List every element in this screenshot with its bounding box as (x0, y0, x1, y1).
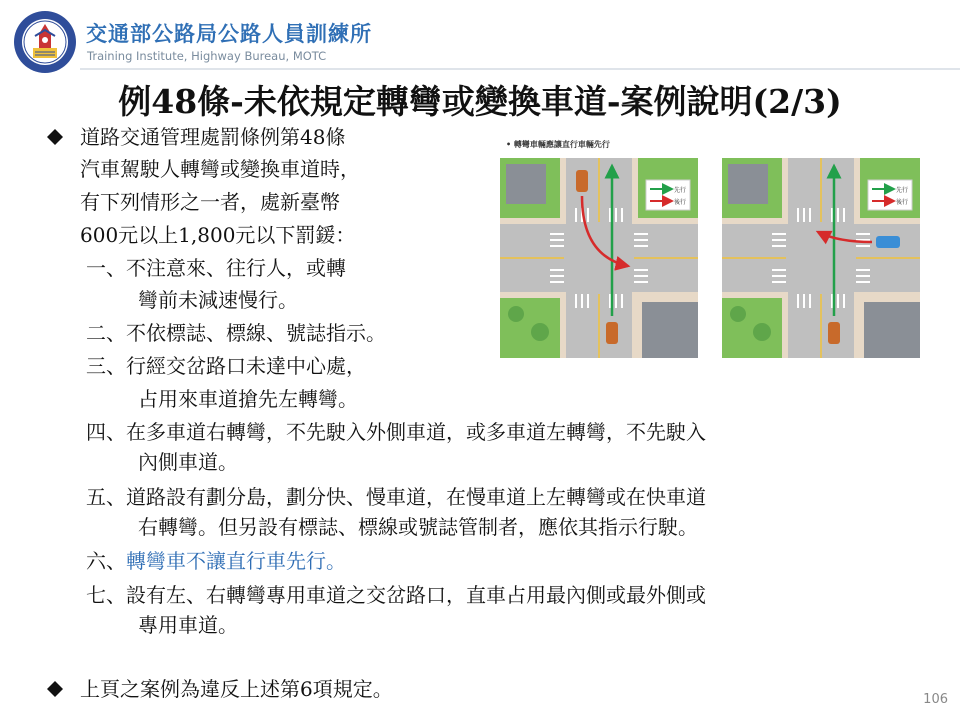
institute-logo-icon (13, 10, 77, 74)
figure-caption: • 轉彎車輛應讓直行車輛先行 (506, 140, 610, 149)
header-divider (80, 68, 960, 70)
list-item: 四、在多車道右轉彎，不先駛入外側車道，或多車道左轉彎，不先駛入 (86, 420, 706, 444)
header (0, 0, 960, 80)
list-item-continuation: 專用車道。 (138, 613, 238, 637)
legend-second-label: 後行 (896, 199, 909, 206)
diamond-bullet-icon (46, 128, 64, 146)
list-item-continuation: 占用來車道搶先左轉彎。 (138, 387, 358, 411)
intersection-panel-right (722, 158, 920, 358)
highlighted-rule-text: 轉彎車不讓直行車先行。 (126, 549, 346, 573)
intro-line: 600元以上1,800元以下罰鍰： (80, 223, 356, 247)
intro-line: 汽車駕駛人轉彎或變換車道時， (80, 157, 360, 181)
conclusion-text: 上頁之案例為違反上述第6項規定。 (80, 677, 393, 701)
slide-title: 例48條-未依規定轉彎或變換車道-案例說明(2/3) (118, 82, 842, 121)
intersection-panel-left (500, 158, 698, 358)
car-icon (876, 236, 900, 248)
organization-english-name: Training Institute, Highway Bureau, MOTC (87, 49, 327, 63)
legend-first-label: 先行 (674, 187, 687, 194)
intro-line: 道路交通管理處罰條例第48條 (80, 125, 346, 149)
car-icon (576, 170, 588, 192)
list-item: 五、道路設有劃分島，劃分快、慢車道，在慢車道上左轉彎或在快車道 (86, 485, 706, 509)
car-icon (828, 322, 840, 344)
diamond-bullet-icon (46, 680, 64, 698)
legend-second-label: 後行 (674, 199, 687, 206)
list-item-number: 六、 (86, 549, 126, 573)
organization-name: 交通部公路局公路人員訓練所 (86, 22, 372, 46)
list-item-continuation: 右轉彎。但另設有標誌、標線或號誌管制者，應依其指示行駛。 (138, 515, 698, 539)
list-item: 七、設有左、右轉彎專用車道之交岔路口，直車占用最內側或最外側或 (86, 583, 706, 607)
list-item-continuation: 彎前未減速慢行。 (138, 288, 298, 312)
car-icon (606, 322, 618, 344)
list-item: 三、行經交岔路口未達中心處， (86, 354, 366, 378)
legend-first-label: 先行 (896, 187, 909, 194)
list-item-continuation: 內側車道。 (138, 450, 238, 474)
list-item-highlight (86, 548, 346, 574)
intro-line: 有下列情形之一者，處新臺幣 (80, 190, 340, 214)
list-item: 一、不注意來、往行人，或轉 (86, 256, 346, 280)
page-number: 106 (923, 692, 948, 707)
intersection-illustration (496, 136, 924, 362)
list-item: 二、不依標誌、標線、號誌指示。 (86, 321, 386, 345)
